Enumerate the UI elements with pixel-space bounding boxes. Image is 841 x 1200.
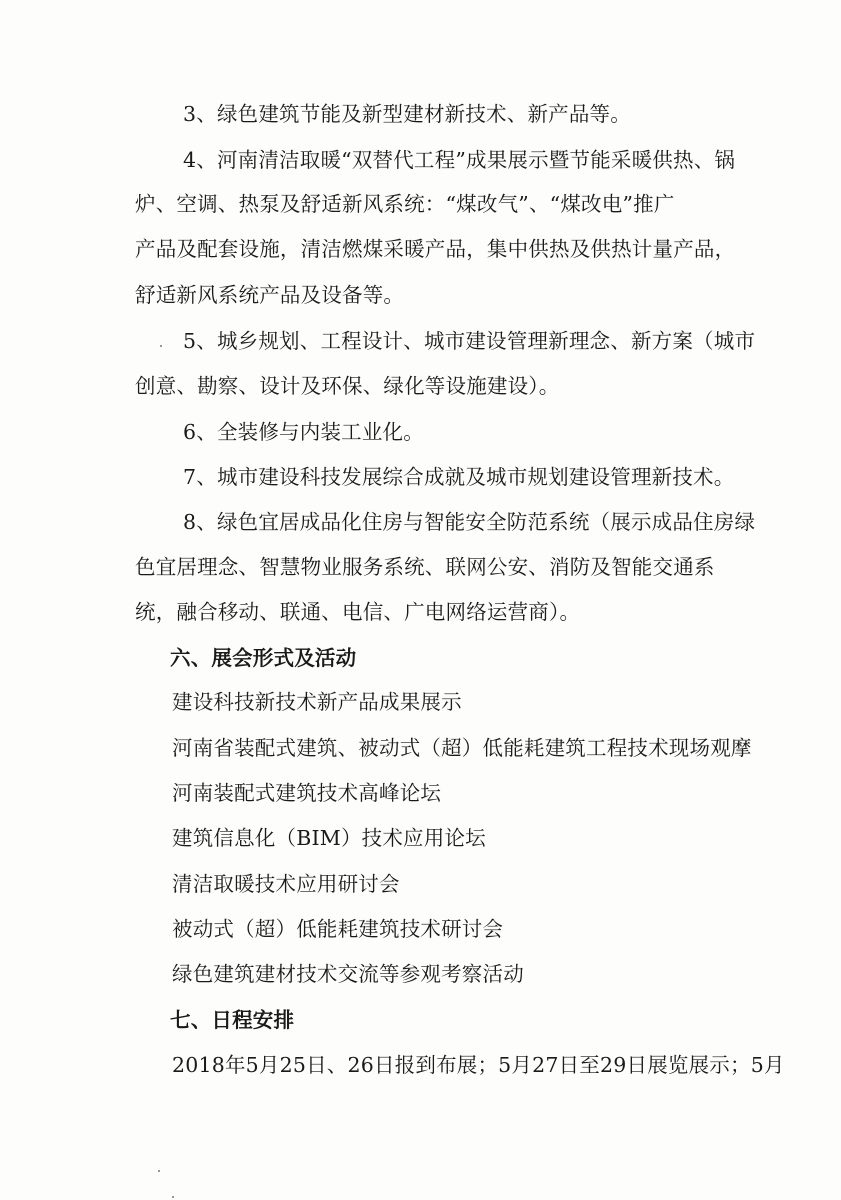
section-7-heading: 七、日程安排	[170, 1008, 295, 1032]
item-5-line-1: 5、城乡规划、工程设计、城市建设管理新理念、新方案（城市	[183, 329, 756, 353]
activity-3: 河南装配式建筑技术高峰论坛	[172, 781, 442, 805]
item-8-line-2: 色宜居理念、智慧物业服务系统、联网公安、消防及智能交通系	[135, 555, 715, 579]
item-8-line-1: 8、绿色宜居成品化住房与智能安全防范系统（展示成品住房绿	[183, 510, 756, 534]
item-4-line-1: 4、河南清洁取暖“双替代工程”成果展示暨节能采暖供热、锅	[183, 148, 736, 172]
activity-5: 清洁取暖技术应用研讨会	[172, 872, 400, 896]
activity-4: 建筑信息化（BIM）技术应用论坛	[172, 826, 486, 850]
item-4-line-4: 舒适新风系统产品及设备等。	[135, 283, 405, 307]
item-6-line: 6、全装修与内装工业化。	[183, 420, 424, 444]
activity-2: 河南省装配式建筑、被动式（超）低能耗建筑工程技术现场观摩	[172, 736, 752, 760]
item-4-line-3: 产品及配套设施，清洁燃煤采暖产品，集中供热及供热计量产品，	[135, 237, 736, 261]
scan-speck	[158, 1170, 160, 1172]
scan-speck	[172, 1196, 174, 1198]
item-4-line-2: 炉、空调、热泵及舒适新风系统：“煤改气”、“煤改电”推广	[135, 192, 675, 216]
activity-6: 被动式（超）低能耗建筑技术研讨会	[172, 917, 504, 941]
activity-7: 绿色建筑建材技术交流等参观考察活动	[172, 962, 524, 986]
schedule-line: 2018年5月25日、26日报到布展；5月27日至29日展览展示；5月	[172, 1053, 785, 1077]
activity-1: 建设科技新技术新产品成果展示	[172, 690, 462, 714]
item-3-line: 3、绿色建筑节能及新型建材新技术、新产品等。	[183, 102, 631, 126]
item-8-line-3: 统，融合移动、联通、电信、广电网络运营商）。	[135, 600, 581, 624]
scan-speck	[160, 345, 162, 347]
item-7-line: 7、城市建设科技发展综合成就及城市规划建设管理新技术。	[183, 465, 735, 489]
item-5-line-2: 创意、勘察、设计及环保、绿化等设施建设）。	[135, 374, 560, 398]
section-6-heading: 六、展会形式及活动	[170, 646, 357, 670]
